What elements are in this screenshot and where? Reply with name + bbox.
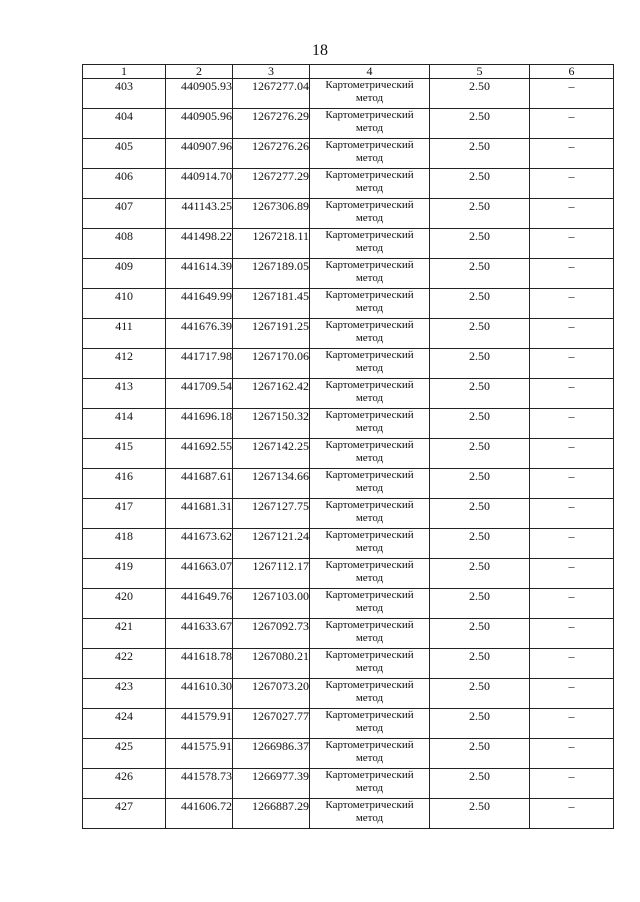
- method-line-2: метод: [355, 362, 384, 374]
- x-coordinate-cell: 441606.72: [166, 799, 233, 829]
- table-row: [83, 199, 614, 229]
- method-line-2: метод: [355, 602, 384, 614]
- method-cell: [310, 229, 430, 259]
- method-cell: [310, 619, 430, 649]
- x-coordinate-cell: 441633.67: [166, 619, 233, 649]
- method-cell: [310, 469, 430, 499]
- table-row: [83, 499, 614, 529]
- point-number-cell: 411: [83, 319, 166, 349]
- accuracy-cell: 2.50: [430, 79, 530, 109]
- x-coordinate-cell: 441709.54: [166, 379, 233, 409]
- accuracy-cell: 2.50: [430, 709, 530, 739]
- table-row: [83, 79, 614, 109]
- method-line-2: метод: [355, 482, 384, 494]
- method-line-1: Картометрический: [325, 799, 414, 811]
- accuracy-cell: 2.50: [430, 799, 530, 829]
- method-line-1: Картометрический: [325, 649, 414, 661]
- method-line-1: Картометрический: [325, 349, 414, 361]
- accuracy-cell: 2.50: [430, 739, 530, 769]
- point-number-cell: 422: [83, 649, 166, 679]
- y-coordinate-cell: 1267080.21: [233, 649, 310, 679]
- method-line-1: Картометрический: [325, 169, 414, 181]
- method-cell: [310, 289, 430, 319]
- method-cell: [310, 169, 430, 199]
- y-coordinate-cell: 1266977.39: [233, 769, 310, 799]
- point-number-cell: 419: [83, 559, 166, 589]
- method-line-1: Картометрический: [325, 769, 414, 781]
- method-line-2: метод: [355, 272, 384, 284]
- table-row: [83, 799, 614, 829]
- method-cell: [310, 439, 430, 469]
- note-cell: –: [530, 589, 614, 619]
- method-cell: [310, 409, 430, 439]
- table-row: [83, 739, 614, 769]
- table-row: [83, 139, 614, 169]
- method-line-1: Картометрический: [325, 199, 414, 211]
- accuracy-cell: 2.50: [430, 649, 530, 679]
- point-number-cell: 412: [83, 349, 166, 379]
- x-coordinate-cell: 441717.98: [166, 349, 233, 379]
- method-cell: [310, 769, 430, 799]
- method-line-2: метод: [355, 632, 384, 644]
- note-cell: –: [530, 319, 614, 349]
- method-line-2: метод: [355, 422, 384, 434]
- y-coordinate-cell: 1267189.05: [233, 259, 310, 289]
- point-number-cell: 426: [83, 769, 166, 799]
- point-number-cell: 405: [83, 139, 166, 169]
- method-cell: [310, 109, 430, 139]
- y-coordinate-cell: 1267162.42: [233, 379, 310, 409]
- note-cell: –: [530, 619, 614, 649]
- note-cell: –: [530, 349, 614, 379]
- point-number-cell: 420: [83, 589, 166, 619]
- method-line-1: Картометрический: [325, 469, 414, 481]
- y-coordinate-cell: 1267276.26: [233, 139, 310, 169]
- method-line-1: Картометрический: [325, 409, 414, 421]
- x-coordinate-cell: 441696.18: [166, 409, 233, 439]
- x-coordinate-cell: 441673.62: [166, 529, 233, 559]
- accuracy-cell: 2.50: [430, 319, 530, 349]
- y-coordinate-cell: 1266986.37: [233, 739, 310, 769]
- point-number-cell: 404: [83, 109, 166, 139]
- accuracy-cell: 2.50: [430, 619, 530, 649]
- x-coordinate-cell: 441649.99: [166, 289, 233, 319]
- method-line-2: метод: [355, 812, 384, 824]
- method-line-2: метод: [355, 512, 384, 524]
- method-cell: [310, 259, 430, 289]
- method-line-2: метод: [355, 542, 384, 554]
- method-line-1: Картометрический: [325, 139, 414, 151]
- note-cell: –: [530, 679, 614, 709]
- note-cell: –: [530, 799, 614, 829]
- header-row: [83, 65, 614, 79]
- method-cell: [310, 589, 430, 619]
- accuracy-cell: 2.50: [430, 769, 530, 799]
- x-coordinate-cell: 441676.39: [166, 319, 233, 349]
- accuracy-cell: 2.50: [430, 679, 530, 709]
- method-line-2: метод: [355, 122, 384, 134]
- x-coordinate-cell: 440907.96: [166, 139, 233, 169]
- note-cell: –: [530, 439, 614, 469]
- column-header-2: 2: [166, 65, 233, 79]
- method-cell: [310, 709, 430, 739]
- y-coordinate-cell: 1267218.11: [233, 229, 310, 259]
- y-coordinate-cell: 1267191.25: [233, 319, 310, 349]
- note-cell: –: [530, 469, 614, 499]
- accuracy-cell: 2.50: [430, 259, 530, 289]
- column-header-6: 6: [530, 65, 614, 79]
- y-coordinate-cell: 1267306.89: [233, 199, 310, 229]
- y-coordinate-cell: 1267277.29: [233, 169, 310, 199]
- point-number-cell: 403: [83, 79, 166, 109]
- x-coordinate-cell: 441575.91: [166, 739, 233, 769]
- method-line-2: метод: [355, 152, 384, 164]
- method-line-2: метод: [355, 752, 384, 764]
- method-cell: [310, 199, 430, 229]
- point-number-cell: 414: [83, 409, 166, 439]
- table-row: [83, 169, 614, 199]
- table-row: [83, 439, 614, 469]
- point-number-cell: 407: [83, 199, 166, 229]
- y-coordinate-cell: 1267127.75: [233, 499, 310, 529]
- method-line-1: Картометрический: [325, 439, 414, 451]
- method-cell: [310, 79, 430, 109]
- method-line-1: Картометрический: [325, 319, 414, 331]
- accuracy-cell: 2.50: [430, 229, 530, 259]
- x-coordinate-cell: 441663.07: [166, 559, 233, 589]
- method-line-2: метод: [355, 722, 384, 734]
- column-header-3: 3: [233, 65, 310, 79]
- column-header-5: 5: [430, 65, 530, 79]
- method-line-1: Картометрический: [325, 109, 414, 121]
- table-row: [83, 619, 614, 649]
- y-coordinate-cell: 1267170.06: [233, 349, 310, 379]
- table-row: [83, 709, 614, 739]
- note-cell: –: [530, 79, 614, 109]
- table-row: [83, 679, 614, 709]
- point-number-cell: 409: [83, 259, 166, 289]
- y-coordinate-cell: 1267112.17: [233, 559, 310, 589]
- note-cell: –: [530, 229, 614, 259]
- note-cell: –: [530, 769, 614, 799]
- x-coordinate-cell: 441681.31: [166, 499, 233, 529]
- accuracy-cell: 2.50: [430, 289, 530, 319]
- table-row: [83, 589, 614, 619]
- method-line-1: Картометрический: [325, 589, 414, 601]
- method-cell: [310, 379, 430, 409]
- method-line-2: метод: [355, 662, 384, 674]
- method-line-1: Картометрический: [325, 259, 414, 271]
- x-coordinate-cell: 441618.78: [166, 649, 233, 679]
- y-coordinate-cell: 1267276.29: [233, 109, 310, 139]
- method-line-2: метод: [355, 692, 384, 704]
- note-cell: –: [530, 649, 614, 679]
- x-coordinate-cell: 441687.61: [166, 469, 233, 499]
- accuracy-cell: 2.50: [430, 349, 530, 379]
- point-number-cell: 423: [83, 679, 166, 709]
- method-line-1: Картометрический: [325, 79, 414, 91]
- table-row: [83, 649, 614, 679]
- table-row: [83, 379, 614, 409]
- table-row: [83, 259, 614, 289]
- method-line-1: Картометрический: [325, 289, 414, 301]
- x-coordinate-cell: 441498.22: [166, 229, 233, 259]
- x-coordinate-cell: 441614.39: [166, 259, 233, 289]
- note-cell: –: [530, 259, 614, 289]
- x-coordinate-cell: 441649.76: [166, 589, 233, 619]
- accuracy-cell: 2.50: [430, 199, 530, 229]
- method-cell: [310, 349, 430, 379]
- accuracy-cell: 2.50: [430, 589, 530, 619]
- note-cell: –: [530, 199, 614, 229]
- point-number-cell: 425: [83, 739, 166, 769]
- method-line-1: Картометрический: [325, 529, 414, 541]
- point-number-cell: 406: [83, 169, 166, 199]
- method-cell: [310, 529, 430, 559]
- table-row: [83, 409, 614, 439]
- y-coordinate-cell: 1267121.24: [233, 529, 310, 559]
- table-row: [83, 109, 614, 139]
- method-line-2: метод: [355, 392, 384, 404]
- method-line-1: Картометрический: [325, 229, 414, 241]
- note-cell: –: [530, 109, 614, 139]
- table-row: [83, 469, 614, 499]
- table-row: [83, 559, 614, 589]
- method-cell: [310, 739, 430, 769]
- table-row: [83, 769, 614, 799]
- method-cell: [310, 319, 430, 349]
- y-coordinate-cell: 1267027.77: [233, 709, 310, 739]
- method-line-2: метод: [355, 452, 384, 464]
- method-line-1: Картометрический: [325, 739, 414, 751]
- method-line-2: метод: [355, 242, 384, 254]
- x-coordinate-cell: 441579.91: [166, 709, 233, 739]
- x-coordinate-cell: 441143.25: [166, 199, 233, 229]
- point-number-cell: 427: [83, 799, 166, 829]
- y-coordinate-cell: 1267181.45: [233, 289, 310, 319]
- method-line-2: метод: [355, 332, 384, 344]
- column-header-1: 1: [83, 65, 166, 79]
- accuracy-cell: 2.50: [430, 529, 530, 559]
- note-cell: –: [530, 139, 614, 169]
- y-coordinate-cell: 1267092.73: [233, 619, 310, 649]
- y-coordinate-cell: 1267150.32: [233, 409, 310, 439]
- method-line-2: метод: [355, 182, 384, 194]
- method-line-2: метод: [355, 302, 384, 314]
- point-number-cell: 408: [83, 229, 166, 259]
- note-cell: –: [530, 289, 614, 319]
- method-line-2: метод: [355, 572, 384, 584]
- point-number-cell: 418: [83, 529, 166, 559]
- point-number-cell: 416: [83, 469, 166, 499]
- accuracy-cell: 2.50: [430, 439, 530, 469]
- note-cell: –: [530, 379, 614, 409]
- method-line-1: Картометрический: [325, 709, 414, 721]
- y-coordinate-cell: 1267142.25: [233, 439, 310, 469]
- y-coordinate-cell: 1267134.66: [233, 469, 310, 499]
- note-cell: –: [530, 709, 614, 739]
- x-coordinate-cell: 441610.30: [166, 679, 233, 709]
- accuracy-cell: 2.50: [430, 559, 530, 589]
- coordinates-table: [82, 64, 614, 829]
- page-number: 18: [312, 42, 328, 59]
- point-number-cell: 413: [83, 379, 166, 409]
- table-row: [83, 349, 614, 379]
- point-number-cell: 415: [83, 439, 166, 469]
- point-number-cell: 424: [83, 709, 166, 739]
- method-line-2: метод: [355, 212, 384, 224]
- note-cell: –: [530, 169, 614, 199]
- accuracy-cell: 2.50: [430, 469, 530, 499]
- point-number-cell: 417: [83, 499, 166, 529]
- method-line-1: Картометрический: [325, 559, 414, 571]
- table-row: [83, 289, 614, 319]
- column-header-4: 4: [310, 65, 430, 79]
- table-row: [83, 529, 614, 559]
- accuracy-cell: 2.50: [430, 409, 530, 439]
- method-line-1: Картометрический: [325, 379, 414, 391]
- table-body: [83, 79, 614, 829]
- method-cell: [310, 649, 430, 679]
- point-number-cell: 410: [83, 289, 166, 319]
- note-cell: –: [530, 529, 614, 559]
- note-cell: –: [530, 739, 614, 769]
- method-cell: [310, 799, 430, 829]
- y-coordinate-cell: 1267277.04: [233, 79, 310, 109]
- accuracy-cell: 2.50: [430, 139, 530, 169]
- note-cell: –: [530, 499, 614, 529]
- method-cell: [310, 139, 430, 169]
- accuracy-cell: 2.50: [430, 169, 530, 199]
- x-coordinate-cell: 440905.96: [166, 109, 233, 139]
- method-line-2: метод: [355, 92, 384, 104]
- method-cell: [310, 679, 430, 709]
- accuracy-cell: 2.50: [430, 499, 530, 529]
- method-line-1: Картометрический: [325, 499, 414, 511]
- accuracy-cell: 2.50: [430, 109, 530, 139]
- x-coordinate-cell: 441578.73: [166, 769, 233, 799]
- table-row: [83, 319, 614, 349]
- table-row: [83, 229, 614, 259]
- y-coordinate-cell: 1267073.20: [233, 679, 310, 709]
- method-line-2: метод: [355, 782, 384, 794]
- x-coordinate-cell: 440905.93: [166, 79, 233, 109]
- method-line-1: Картометрический: [325, 619, 414, 631]
- method-line-1: Картометрический: [325, 679, 414, 691]
- method-cell: [310, 499, 430, 529]
- method-cell: [310, 559, 430, 589]
- note-cell: –: [530, 409, 614, 439]
- note-cell: –: [530, 559, 614, 589]
- y-coordinate-cell: 1266887.29: [233, 799, 310, 829]
- y-coordinate-cell: 1267103.00: [233, 589, 310, 619]
- x-coordinate-cell: 440914.70: [166, 169, 233, 199]
- accuracy-cell: 2.50: [430, 379, 530, 409]
- x-coordinate-cell: 441692.55: [166, 439, 233, 469]
- point-number-cell: 421: [83, 619, 166, 649]
